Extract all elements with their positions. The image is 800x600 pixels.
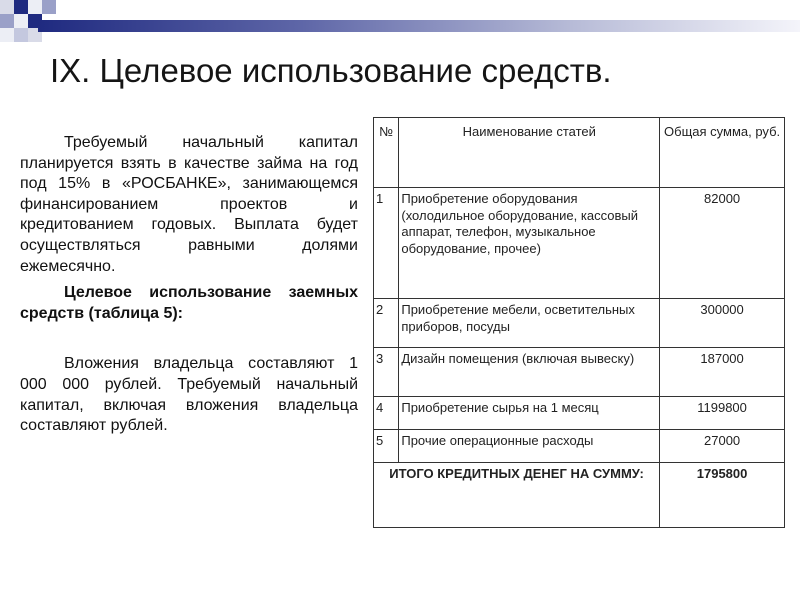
row-sum: 1199800 xyxy=(660,397,785,430)
row-sum: 27000 xyxy=(660,430,785,463)
deco-square xyxy=(14,0,28,14)
funds-table xyxy=(373,117,785,528)
row-name: Дизайн помещения (включая вывеску) xyxy=(399,348,660,397)
header-num: № xyxy=(374,118,399,188)
paragraph-loan: Требуемый начальный капитал планируется взять в качестве займа на год под 15% в «РОСБАНКЕ», занимающемся финансированием проектов и кредитованием годовых. Выплата будет осуществляться равными долями ежемесячно. xyxy=(20,134,358,275)
row-num: 5 xyxy=(374,430,399,463)
row-name: Прочие операционные расходы xyxy=(399,430,660,463)
total-label: ИТОГО КРЕДИТНЫХ ДЕНЕГ НА СУММУ: xyxy=(374,463,660,528)
header-decoration xyxy=(0,0,800,50)
header-sum: Общая сумма, руб. xyxy=(660,118,785,188)
row-num: 1 xyxy=(374,188,399,299)
table-header-row xyxy=(374,118,785,188)
deco-square xyxy=(0,0,14,14)
total-sum: 1795800 xyxy=(660,463,785,528)
deco-square xyxy=(42,0,56,14)
row-sum: 187000 xyxy=(660,348,785,397)
row-num: 4 xyxy=(374,397,399,430)
row-sum: 82000 xyxy=(660,188,785,299)
row-name: Приобретение оборудования (холодильное оборудование, кассовый аппарат, телефон, музыкальное оборудование, прочее) xyxy=(399,188,660,299)
row-num: 3 xyxy=(374,348,399,397)
row-name: Приобретение мебели, осветительных приборов, посуды xyxy=(399,299,660,348)
table-row xyxy=(374,397,785,430)
deco-square xyxy=(0,28,14,42)
row-name: Приобретение сырья на 1 месяц xyxy=(399,397,660,430)
table-row xyxy=(374,430,785,463)
deco-square xyxy=(0,14,14,28)
paragraph-target-use: Целевое использование заемных средств (таблица 5): xyxy=(20,284,358,322)
row-sum: 300000 xyxy=(660,299,785,348)
table-row xyxy=(374,299,785,348)
table-total-row xyxy=(374,463,785,528)
deco-square xyxy=(28,0,42,14)
header-name: Наименование статей xyxy=(399,118,660,188)
paragraph-owner-investment: Вложения владельца составляют 1 000 000 рублей. Требуемый начальный капитал, включая вложения владельца составляют рублей. xyxy=(20,355,358,435)
table-row xyxy=(374,188,785,299)
row-num: 2 xyxy=(374,299,399,348)
deco-square xyxy=(14,14,28,28)
slide-title: IX. Целевое использование средств. xyxy=(50,52,612,89)
table-row xyxy=(374,348,785,397)
left-text-block xyxy=(20,133,358,437)
gradient-bar xyxy=(38,20,800,32)
deco-square xyxy=(14,28,28,42)
